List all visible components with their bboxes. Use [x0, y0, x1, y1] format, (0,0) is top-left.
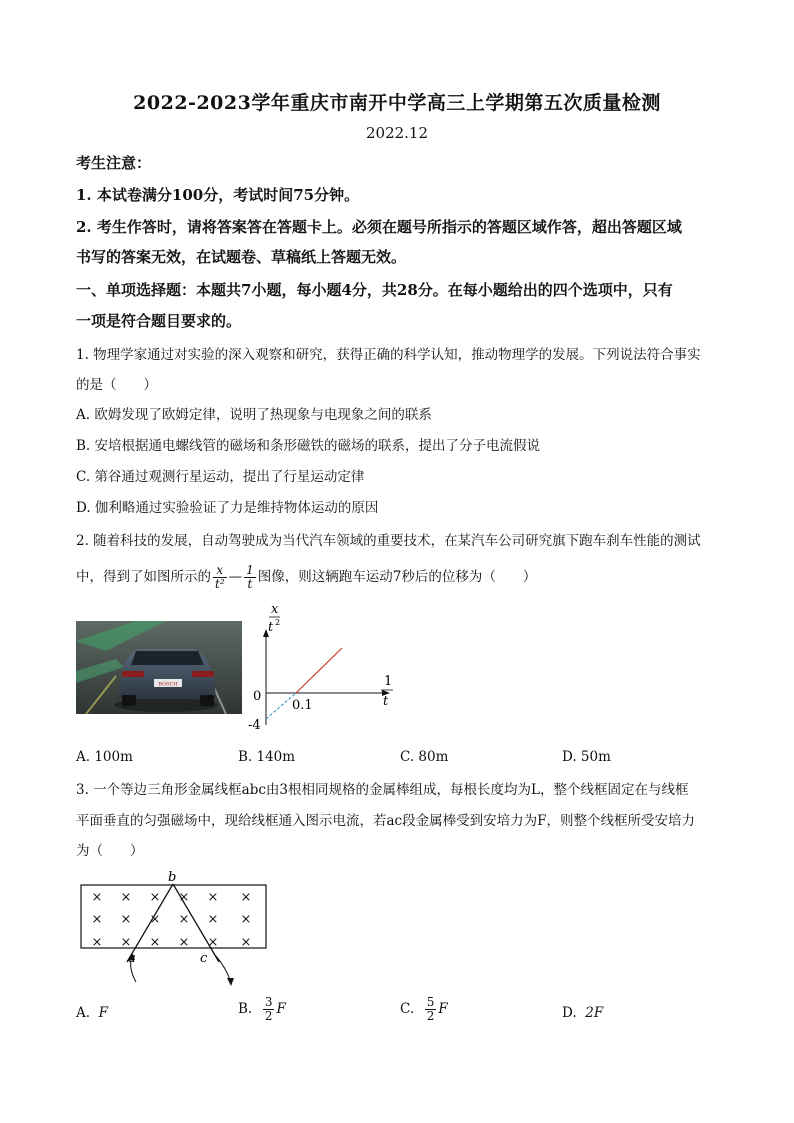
field-region-box — [81, 885, 266, 948]
q2-stem-line-2 — [76, 562, 536, 592]
q2-fraction-1-over-t: $\frac{1}{t}$ — [246, 563, 254, 591]
q3-stem-line-3: 为（ ） — [76, 843, 144, 859]
q3-option-c: C. $\frac{5}{2}$ F — [400, 995, 448, 1023]
q2-stem-line-1: 2. 随着科技的发展，自动驾驶成为当代汽车领域的重要技术，在某汽车公司研究旗下跑车刹车性能的测试 — [76, 533, 701, 549]
x-over-t2-vs-1-over-t-graph — [244, 601, 400, 734]
field-cross-1-0: × — [91, 912, 103, 927]
q3-option-d: D. 2F — [562, 1005, 604, 1021]
x-intercept-label: 0.1 — [292, 698, 313, 713]
section-1-line-2: 一项是符合题目要求的。 — [76, 312, 242, 330]
field-cross-1-4: × — [207, 912, 219, 927]
q3-stem-line-1: 3. 一个等边三角形金属线框abc由3根相同规格的金属棒组成，每根长度均为L，整个线框固定在与线框 — [76, 782, 689, 798]
field-cross-0-4: × — [207, 890, 219, 905]
field-cross-0-3: × — [178, 890, 190, 905]
exam-date: 2022.12 — [365, 124, 429, 142]
field-cross-1-3: × — [178, 912, 190, 927]
q1-option-d: D. 伽利略通过实验验证了力是维持物体运动的原因 — [76, 500, 379, 516]
field-cross-1-1: × — [120, 912, 132, 927]
field-cross-2-0: × — [91, 935, 103, 950]
data-line — [296, 648, 342, 693]
car-photo — [76, 621, 242, 714]
origin-label: 0 — [253, 689, 262, 704]
q2-dash: — — [228, 569, 243, 585]
q3-option-a: A. F — [76, 1005, 109, 1021]
y-intercept-label: -4 — [248, 718, 261, 733]
vertex-c-label: c — [200, 951, 208, 966]
q3-option-c-fraction: $\frac{5}{2}$ — [426, 995, 435, 1023]
y-axis-label-denominator: t — [268, 620, 274, 635]
field-cross-0-5: × — [240, 890, 252, 905]
current-out-arrow — [227, 978, 234, 986]
field-cross-0-0: × — [91, 890, 103, 905]
q2-option-b: B. 140m — [238, 749, 296, 765]
q3-option-b-fraction: $\frac{3}{2}$ — [264, 995, 273, 1023]
q2-stem-suffix: 图像，则这辆跑车运动7秒后的位移为（ ） — [257, 569, 537, 585]
field-cross-0-2: × — [149, 890, 161, 905]
magnetic-field-triangle-diagram — [76, 870, 272, 1002]
notice-heading: 考生注意： — [76, 154, 152, 172]
q1-option-c: C. 第谷通过观测行星运动，提出了行星运动定律 — [76, 469, 365, 485]
x-axis-label-numerator: 1 — [384, 674, 393, 689]
q1-stem-line-2: 的是（ ） — [76, 377, 157, 393]
q1-stem-line-1: 1. 物理学家通过对实验的深入观察和研究，获得正确的科学认知，推动物理学的发展。下列说法符合事实 — [76, 347, 701, 363]
notice-item-2-line-2: 书写的答案无效，在试题卷、草稿纸上答题无效。 — [76, 248, 407, 266]
notice-item-2-line-1: 2. 考生作答时，请将答案答在答题卡上。必须在题号所指示的答题区域作答，超出答题区域 — [76, 218, 682, 236]
q2-option-c: C. 80m — [400, 749, 449, 765]
y-axis-label-exponent: 2 — [275, 618, 281, 627]
q2-option-a: A. 100m — [76, 749, 133, 765]
car-badge: BOSCH — [158, 681, 178, 688]
vertex-a-label: a — [128, 951, 136, 966]
q2-fraction-x-over-t2: $\frac{x}{\text{t²}}$ — [215, 563, 225, 591]
q1-option-a: A. 欧姆发现了欧姆定律，说明了热现象与电现象之间的联系 — [76, 407, 432, 423]
vertex-b-label: b — [168, 870, 177, 885]
q3-option-b: B. $\frac{3}{2}$ F — [238, 995, 286, 1023]
notice-item-1: 1. 本试卷满分100分，考试时间75分钟。 — [76, 186, 360, 204]
field-cross-2-5: × — [240, 935, 252, 950]
field-crosses — [92, 890, 252, 950]
q3-stem-line-2: 平面垂直的匀强磁场中，现给线框通入图示电流，若ac段金属棒受到安培力为F，则整个线框所受安培力 — [76, 813, 695, 829]
q2-option-d: D. 50m — [562, 749, 611, 765]
x-axis-label-denominator: t — [383, 694, 389, 709]
field-cross-1-5: × — [240, 912, 252, 927]
section-1-line-1: 一、单项选择题：本题共7小题，每小题4分，共28分。在每小题给出的四个选项中，只有 — [76, 281, 673, 299]
field-cross-2-3: × — [178, 935, 190, 950]
field-cross-2-2: × — [149, 935, 161, 950]
field-cross-2-4: × — [207, 935, 219, 950]
q1-option-b: B. 安培根据通电螺线管的磁场和条形磁铁的磁场的联系，提出了分子电流假说 — [76, 438, 541, 454]
exam-title: 2022-2023学年重庆市南开中学高三上学期第五次质量检测 — [133, 92, 661, 114]
field-cross-2-1: × — [120, 935, 132, 950]
field-cross-0-1: × — [120, 890, 132, 905]
field-cross-1-2: × — [149, 912, 161, 927]
y-axis-label-numerator: x — [271, 602, 279, 617]
q2-stem-prefix: 中，得到了如图所示的 — [76, 569, 211, 585]
